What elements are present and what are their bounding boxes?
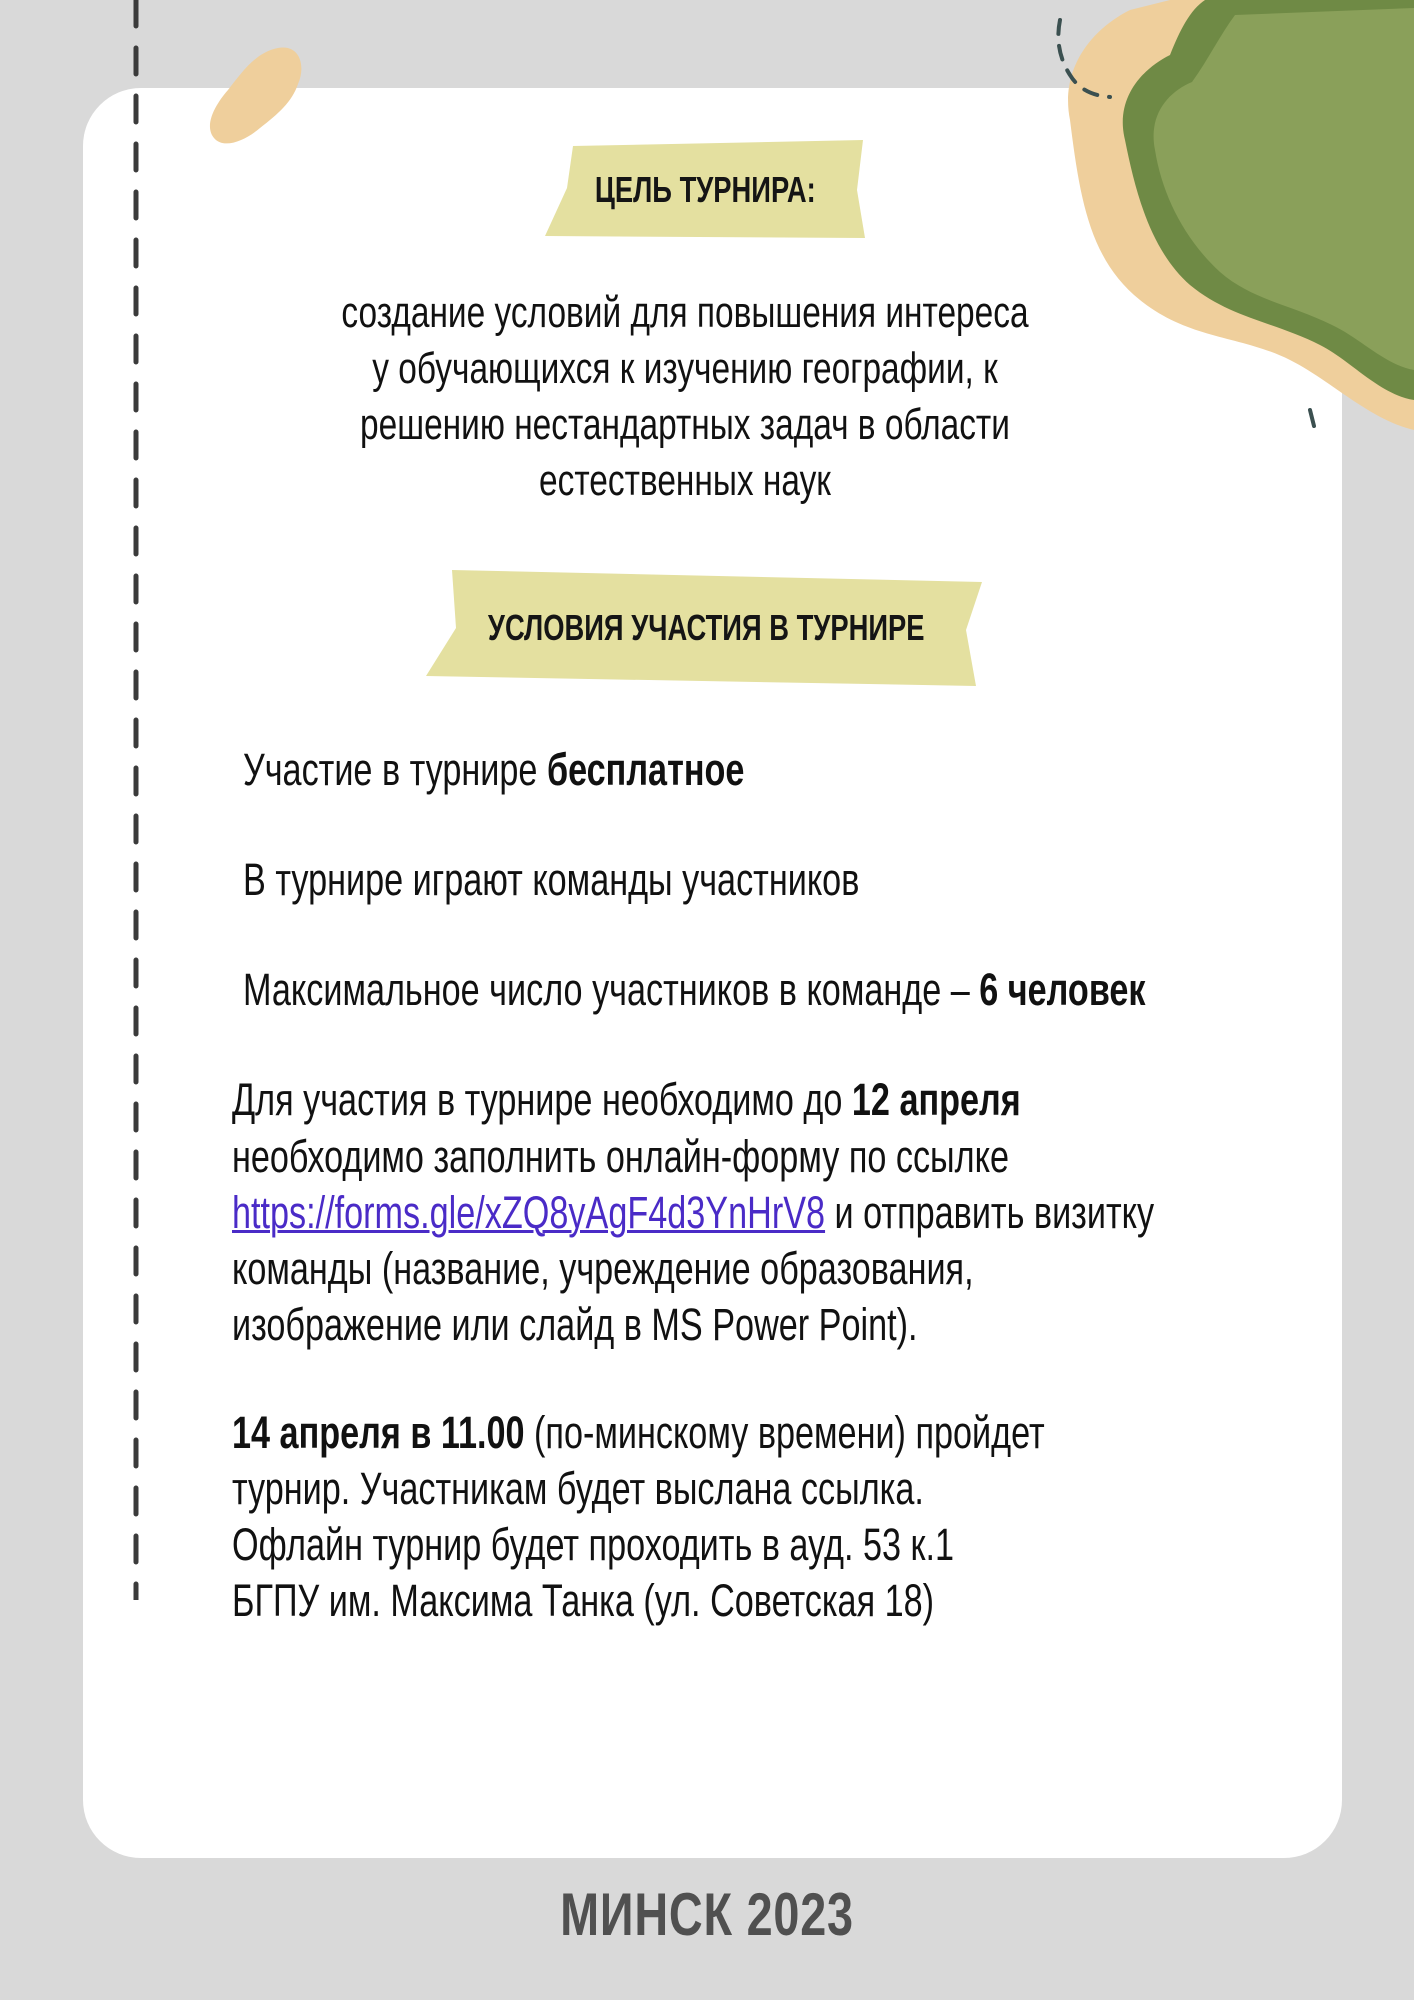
goal-title: ЦЕЛЬ ТУРНИРА: (594, 169, 816, 210)
registration-line (232, 1185, 1154, 1240)
event-text: турнир. Участникам будет выслана ссылка. (232, 1463, 924, 1514)
registration-text: и отправить визитку (825, 1187, 1155, 1238)
condition-bold: бесплатное (546, 744, 745, 795)
registration-form-link[interactable]: https://forms.gle/xZQ8yAgF4d3YnHrV8 (232, 1187, 826, 1238)
condition-item-teams (243, 852, 859, 907)
beige-blob-decoration (208, 44, 304, 148)
registration-line (232, 1129, 1009, 1184)
event-line (232, 1517, 954, 1572)
event-text: БГПУ им. Максима Танка (ул. Советская 18) (232, 1575, 935, 1626)
registration-line (232, 1297, 918, 1352)
green-blob-decoration (1030, 0, 1414, 430)
condition-text: Участие в турнире (243, 744, 547, 795)
registration-text: Для участия в турнире необходимо до (232, 1074, 852, 1125)
goal-description (313, 285, 1058, 509)
event-datetime: 14 апреля в 11.00 (232, 1407, 525, 1458)
registration-text: изображение или слайд в MS Power Point). (232, 1299, 918, 1350)
registration-text: команды (название, учреждение образования, (232, 1243, 974, 1294)
goal-line: естественных наук (539, 456, 831, 505)
registration-deadline: 12 апреля (851, 1074, 1021, 1125)
condition-item-free (243, 742, 744, 797)
event-line (232, 1461, 924, 1516)
goal-title-tape (545, 138, 865, 242)
event-text: Офлайн турнир будет проходить в ауд. 53 к.1 (232, 1519, 955, 1570)
condition-bold: 6 человек (979, 964, 1146, 1015)
goal-line: создание условий для повышения интереса (341, 288, 1029, 337)
conditions-title-tape (426, 568, 986, 688)
dashed-stitch-decoration (128, 0, 144, 1600)
goal-line: решению нестандартных задач в области (360, 400, 1010, 449)
registration-line (232, 1072, 1021, 1127)
event-line (232, 1405, 1045, 1460)
condition-text: Максимальное число участников в команде – (243, 964, 980, 1015)
footer-city-year: МИНСК 2023 (560, 1881, 854, 1948)
goal-line: у обучающихся к изучению географии, к (372, 344, 998, 393)
condition-text: В турнире играют команды участников (243, 854, 860, 905)
event-text: (по-минскому времени) пройдет (524, 1407, 1045, 1458)
registration-text: необходимо заполнить онлайн-форму по ссылке (232, 1131, 1009, 1182)
condition-item-max (243, 962, 1146, 1017)
event-line (232, 1573, 934, 1628)
conditions-title: УСЛОВИЯ УЧАСТИЯ В ТУРНИРЕ (487, 607, 925, 648)
registration-line (232, 1241, 974, 1296)
